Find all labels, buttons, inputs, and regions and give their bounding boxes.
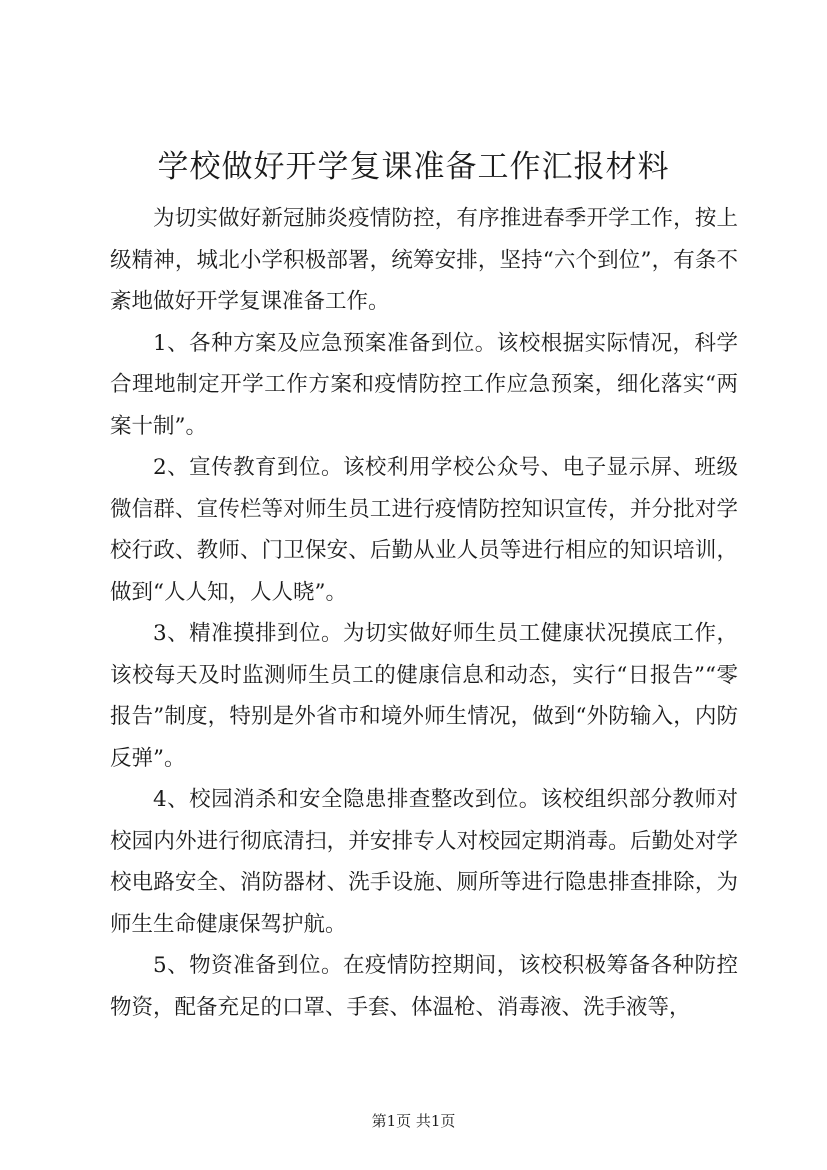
document-title: 学校做好开学复课准备工作汇报材料 (157, 149, 670, 185)
paragraph-item-1: 1、各种方案及应急预案准备到位。该校根据实际情况，科学合理地制定开学工作方案和疫情防控工作应急预案，细化落实“两案十制”。 (110, 330, 738, 439)
document-body (110, 198, 738, 1028)
paragraph-item-3: 3、精准摸排到位。为切实做好师生员工健康状况摸底工作，该校每天及时监测师生员工的健康信息和动态，实行“日报告”“零报告”制度，特别是外省市和境外师生情况，做到“外防输入，内防反弹”。 (110, 621, 738, 771)
paragraph-intro: 为切实做好新冠肺炎疫情防控，有序推进春季开学工作，按上级精神，城北小学积极部署，统筹安排，坚持“六个到位”，有条不紊地做好开学复课准备工作。 (110, 206, 738, 314)
paragraph-item-2: 2、宣传教育到位。该校利用学校公众号、电子显示屏、班级微信群、宣传栏等对师生员工进行疫情防控知识宣传，并分批对学校行政、教师、门卫保安、后勤从业人员等进行相应的知识培训，做到“人人知，人人晓”。 (110, 455, 738, 605)
page-number-footer: 第1页 共1页 (371, 1112, 456, 1130)
paragraph-item-4: 4、校园消杀和安全隐患排查整改到位。该校组织部分教师对校园内外进行彻底清扫，并安排专人对校园定期消毒。后勤处对学校电路安全、消防器材、洗手设施、厕所等进行隐患排查排除，为师生生命健康保驾护航。 (110, 787, 738, 937)
paragraph-item-5: 5、物资准备到位。在疫情防控期间，该校积极筹备各种防控物资，配备充足的口罩、手套、体温枪、消毒液、洗手液等， (110, 953, 738, 1020)
